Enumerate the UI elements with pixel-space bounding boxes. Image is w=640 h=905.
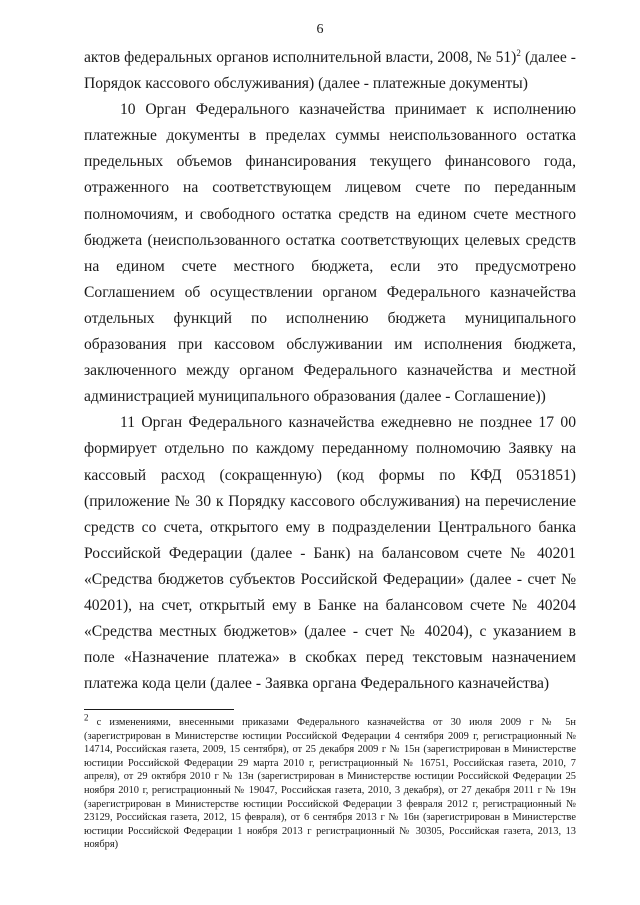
footnote-ref: 2 (516, 47, 521, 58)
footnote (84, 712, 576, 852)
footnote-marker: 2 (84, 712, 89, 723)
body-text (84, 45, 576, 697)
continuation-tail: (далее - Порядок кассового обслуживания) (далее - платежные документы) (84, 49, 576, 93)
paragraph-continuation (84, 45, 576, 97)
continuation-text: актов федеральных органов исполнительной власти, 2008, № 51) (84, 49, 517, 66)
paragraph-10: 10 Орган Федерального казначейства принимает к исполнению платежные документы в пределах суммы неиспользованного остатка предельных объемов финансирования текущего финансового года, отраженного на соответствующем лицевом счете по переданным полномочиям, и свободного остатка средств на едином счете местного бюджета (неиспользованного остатка соответствующих целевых средств на едином счете местного бюджета, если это предусмотрено Соглашением об осуществлении органом Федерального казначейства отдельных функций по исполнению бюджета муниципального образования при кассовом обслуживании им исполнения бюджета, заключенного между органом Федерального казначейства и местной администрацией муниципального образования (далее - Соглашение)) (84, 101, 576, 406)
footnote-separator (84, 709, 234, 710)
page-number: 6 (316, 22, 324, 37)
footnote-paragraph (84, 712, 576, 852)
paragraph-11: 11 Орган Федерального казначейства ежедневно не позднее 17 00 формирует отдельно по каждому переданному полномочию Заявку на кассовый расход (сокращенную) (код формы по КФД 0531851) (приложение № 30 к Порядку кассового обслуживания) на перечисление средств со счета, открытого ему в подразделении Центрального банка Российской Федерации (далее - Банк) на балансовом счете № 40201 «Средства бюджетов субъектов Российской Федерации» (далее - счет № 40201), на счет, открытый ему в Банке на балансовом счете № 40204 «Средства местных бюджетов» (далее - счет № 40204), с указанием в поле «Назначение платежа» в скобках перед текстовым назначением платежа кода цели (далее - Заявка органа Федерального казначейства) (84, 414, 576, 693)
footnote-text: с изменениями, внесенными приказами Федерального казначейства от 30 июля 2009 г № 5н (зарегистрирован в Министерстве юстиции Российской Федерации 4 сентября 2009 г, регистрационный № 14714, Российская газета, 2009, 15 сентября), от 25 декабря 2009 г № 15н (зарегистрирован в Министерстве юстиции Российской Федерации 29 марта 2010 г, регистрационный № 16751, Российская газета, 2010, 7 апреля), от 29 октября 2010 г № 13н (зарегистрирован в Министерстве юстиции Российской Федерации 25 ноября 2010 г, регистрационный № 19047, Российская газета, 2010, 3 декабря), от 27 декабря 2011 г № 19н (зарегистрирован в Министерстве юстиции Российской Федерации 3 февраля 2012 г, регистрационный № 23129, Российская газета, 2012, 15 февраля), от 6 сентября 2013 г № 16н (зарегистрирован в Министерстве юстиции Российской Федерации 1 ноября 2013 г регистрационный № 30305, Российская газета, 2013, 13 ноября) (84, 717, 576, 851)
